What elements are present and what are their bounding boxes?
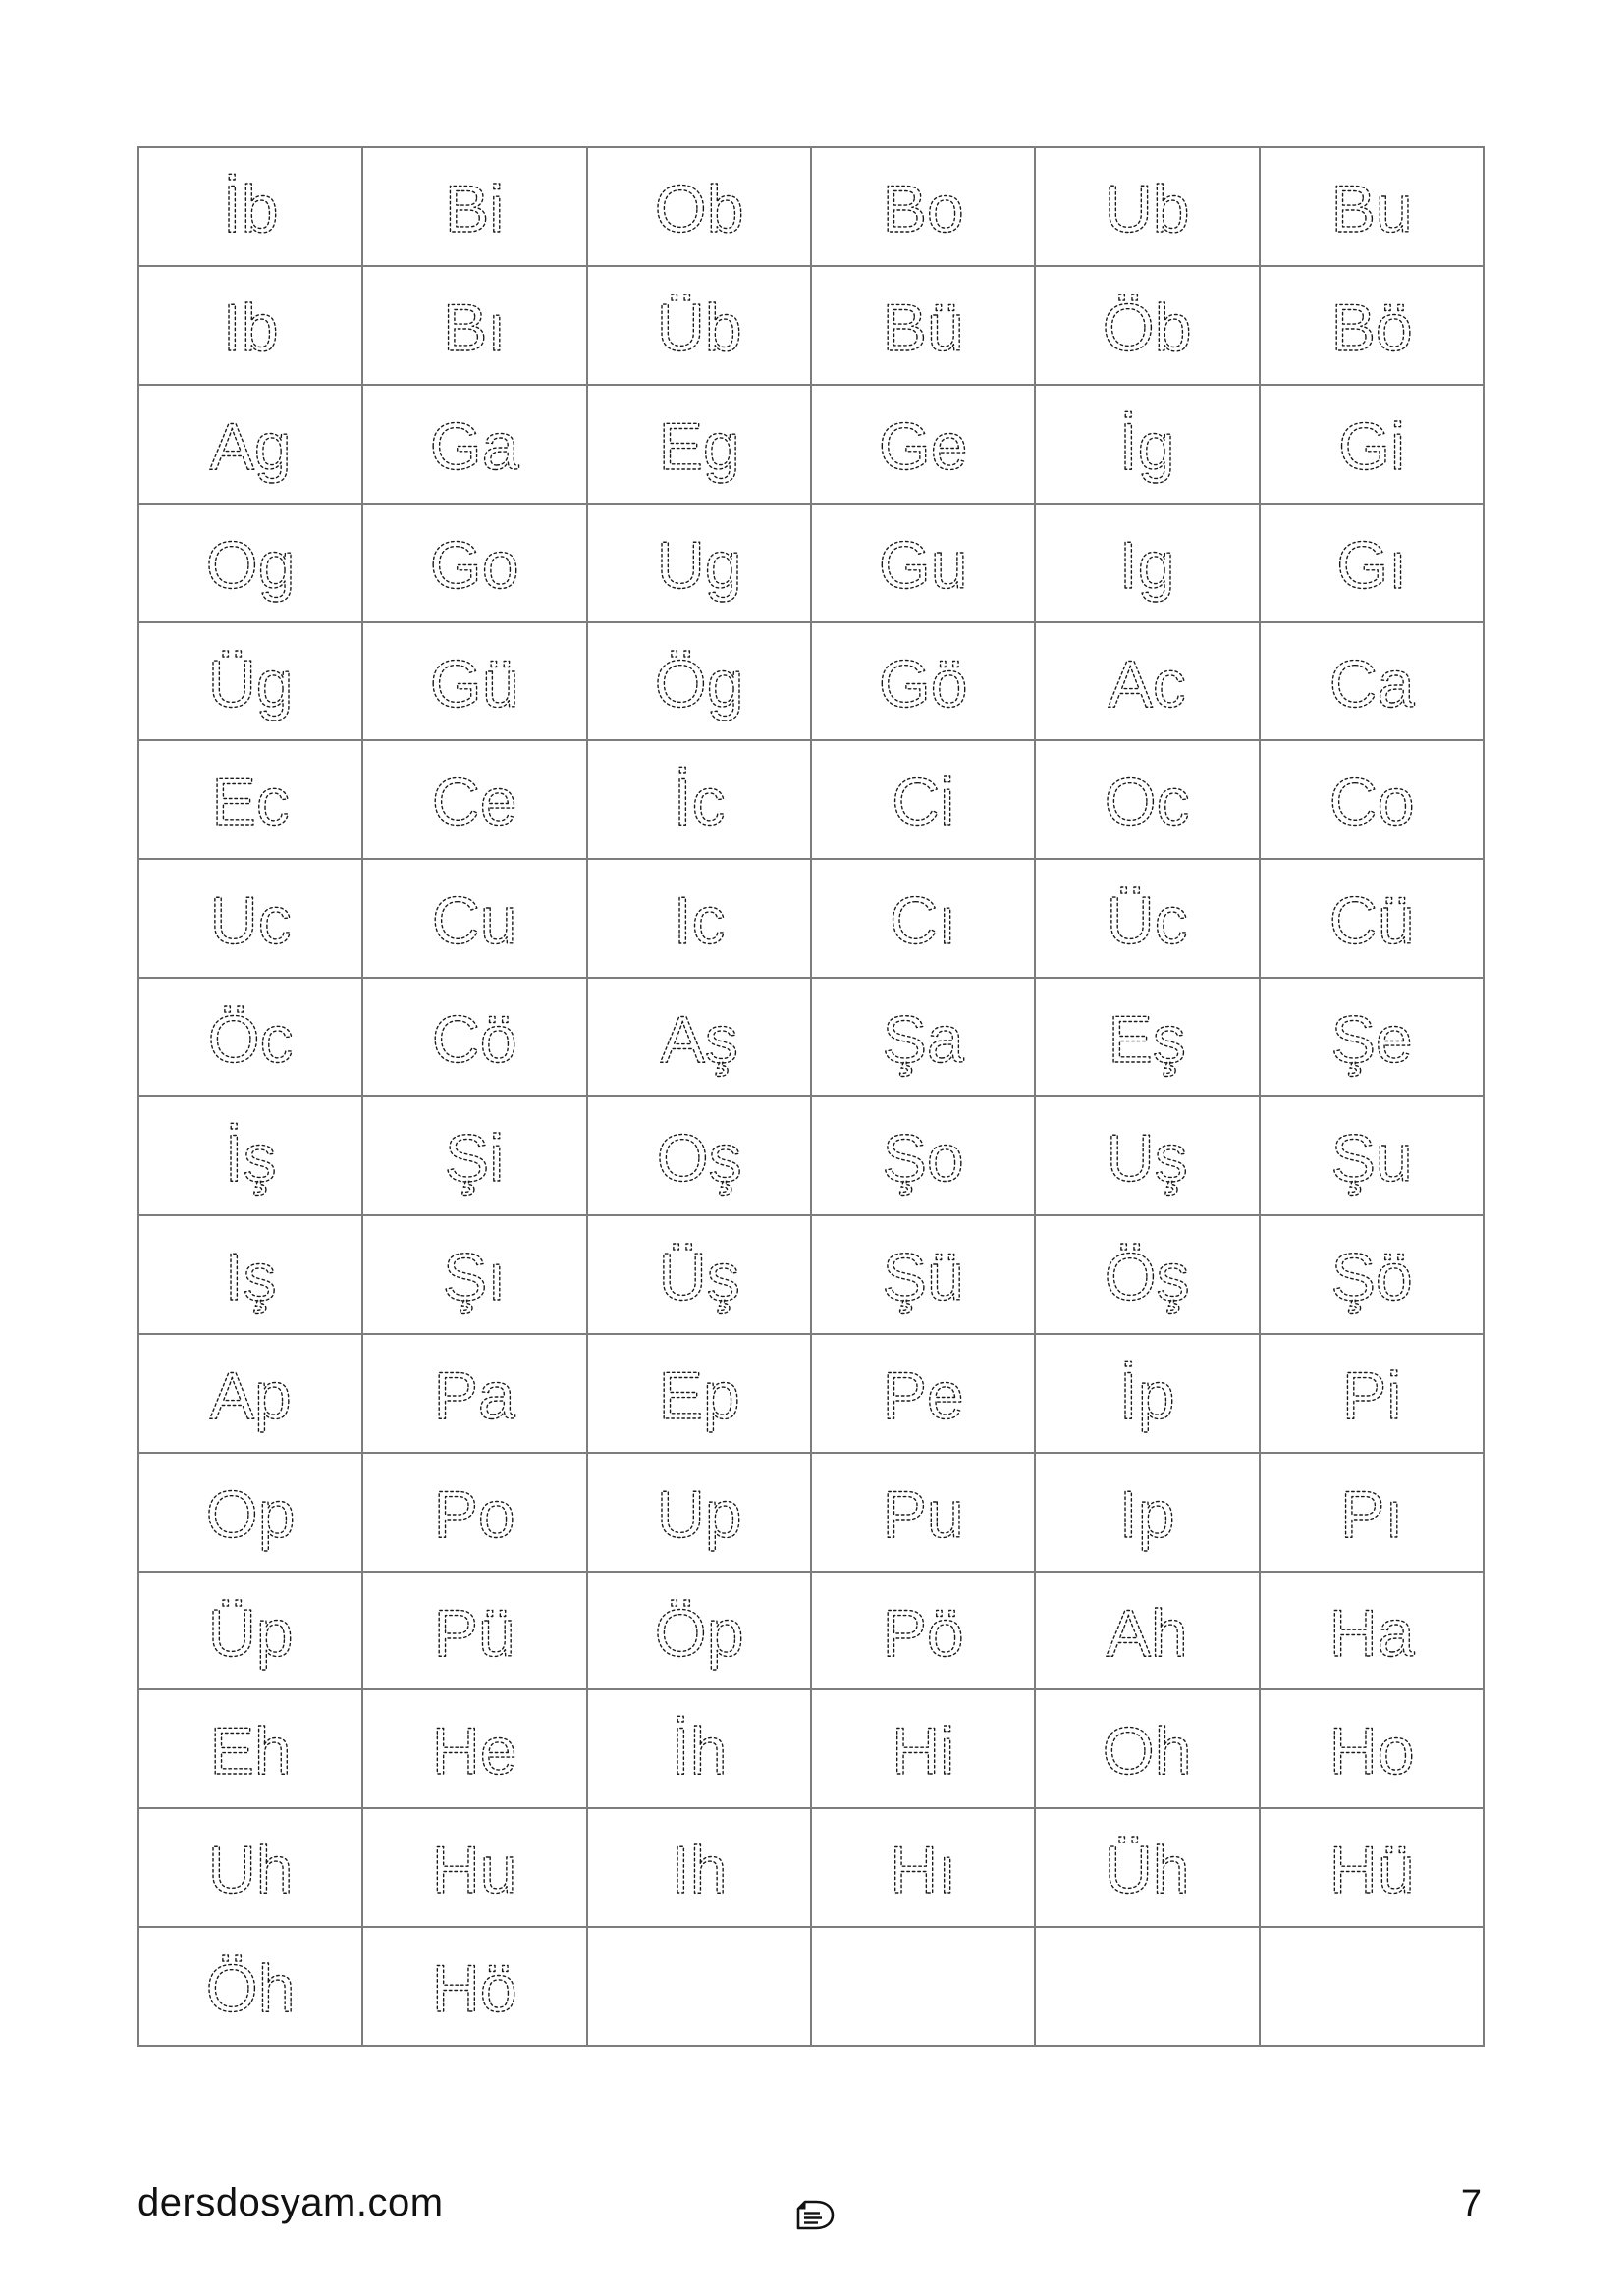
trace-cell — [363, 267, 585, 384]
trace-cell — [363, 741, 585, 858]
trace-letters: Gu — [878, 527, 968, 603]
trace-letters: Ac — [1108, 646, 1187, 721]
trace-cell — [1261, 1097, 1483, 1214]
trace-cell — [588, 623, 810, 740]
trace-letters: İp — [1119, 1358, 1175, 1433]
trace-cell — [1261, 741, 1483, 858]
trace-letters: Up — [656, 1476, 742, 1552]
trace-cell — [812, 505, 1034, 621]
trace-letters: Pu — [882, 1476, 964, 1552]
trace-letters: İb — [222, 171, 279, 246]
trace-letters: Üc — [1106, 883, 1189, 959]
trace-letters: Cö — [432, 1001, 517, 1077]
trace-letters: Üb — [656, 290, 742, 365]
trace-letters: Ih — [671, 1833, 728, 1908]
trace-letters: İş — [224, 1120, 277, 1196]
trace-cell — [812, 1216, 1034, 1333]
trace-letters: Ge — [878, 408, 968, 484]
document-d-logo-icon — [789, 2199, 835, 2231]
trace-cell — [1036, 1097, 1258, 1214]
trace-letters: Şe — [1330, 1001, 1413, 1077]
trace-cell — [139, 148, 361, 265]
trace-cell — [1261, 505, 1483, 621]
trace-letters: Uc — [209, 883, 292, 959]
trace-letters: Pe — [882, 1358, 964, 1433]
trace-letters: Ic — [673, 883, 726, 959]
trace-letters: Ah — [1106, 1595, 1189, 1671]
trace-cell — [588, 860, 810, 977]
trace-cell — [588, 1928, 810, 2045]
trace-cell — [1036, 860, 1258, 977]
trace-letters: Cu — [432, 883, 517, 959]
trace-letters: Ip — [1119, 1476, 1175, 1552]
trace-cell — [588, 1335, 810, 1452]
trace-cell — [363, 1690, 585, 1807]
trace-letters: Hı — [890, 1833, 957, 1908]
trace-letters: Pi — [1341, 1358, 1402, 1433]
trace-letters: Hü — [1328, 1833, 1415, 1908]
trace-cell — [812, 1335, 1034, 1452]
trace-cell — [363, 148, 585, 265]
trace-letters: Cı — [890, 883, 957, 959]
trace-cell — [139, 1928, 361, 2045]
trace-letters: Hu — [432, 1833, 517, 1908]
trace-cell — [1261, 1928, 1483, 2045]
trace-cell — [588, 1690, 810, 1807]
trace-letters: Oş — [656, 1120, 742, 1196]
trace-letters: Ec — [211, 765, 290, 840]
trace-cell — [139, 860, 361, 977]
trace-cell — [1036, 1335, 1258, 1452]
trace-letters: Iş — [224, 1239, 277, 1314]
trace-letters: Üg — [207, 646, 294, 721]
trace-letters: Og — [205, 527, 296, 603]
trace-cell — [812, 623, 1034, 740]
trace-cell — [812, 1809, 1034, 1926]
trace-cell — [139, 1573, 361, 1689]
trace-cell — [588, 148, 810, 265]
trace-letters: Ga — [430, 408, 519, 484]
trace-letters: Şi — [445, 1120, 505, 1196]
trace-letters: Ib — [222, 290, 279, 365]
trace-cell — [588, 1809, 810, 1926]
trace-letters: Gi — [1337, 408, 1405, 484]
trace-letters: Öş — [1105, 1239, 1190, 1314]
trace-letters: Bı — [443, 290, 507, 365]
trace-cell — [588, 386, 810, 503]
trace-letters: İc — [673, 765, 726, 840]
trace-cell — [1036, 1809, 1258, 1926]
trace-letters: Üp — [207, 1595, 294, 1671]
trace-letters: Öc — [207, 1001, 294, 1077]
trace-cell — [588, 1097, 810, 1214]
trace-letters: İh — [671, 1714, 728, 1789]
trace-cell — [1036, 979, 1258, 1095]
trace-letters: Ep — [658, 1358, 740, 1433]
trace-letters: Şo — [882, 1120, 964, 1196]
trace-cell — [812, 267, 1034, 384]
trace-letters: Gö — [878, 646, 968, 721]
trace-cell — [812, 1928, 1034, 2045]
trace-letters: Cü — [1328, 883, 1415, 959]
trace-letters: Po — [433, 1476, 516, 1552]
trace-cell — [363, 623, 585, 740]
trace-letters: Ob — [654, 171, 744, 246]
trace-cell — [1036, 148, 1258, 265]
trace-letters: Ub — [1105, 171, 1190, 246]
trace-cell — [363, 505, 585, 621]
trace-letters: Üş — [658, 1239, 740, 1314]
trace-cell — [812, 148, 1034, 265]
trace-cell — [363, 979, 585, 1095]
trace-cell — [1261, 1454, 1483, 1571]
trace-cell — [1036, 623, 1258, 740]
trace-table — [137, 146, 1485, 2047]
trace-cell — [139, 386, 361, 503]
trace-letters: İg — [1119, 408, 1175, 484]
trace-letters: Pı — [1339, 1476, 1403, 1552]
trace-cell — [812, 741, 1034, 858]
trace-cell — [1261, 1690, 1483, 1807]
trace-cell — [363, 1335, 585, 1452]
trace-cell — [139, 623, 361, 740]
trace-letters: Bö — [1330, 290, 1413, 365]
trace-letters: Ug — [656, 527, 742, 603]
trace-cell — [363, 1097, 585, 1214]
trace-cell — [139, 505, 361, 621]
trace-cell — [1036, 386, 1258, 503]
trace-cell — [1261, 979, 1483, 1095]
trace-cell — [139, 979, 361, 1095]
trace-letters: Öh — [205, 1950, 296, 2026]
trace-cell — [139, 1097, 361, 1214]
trace-letters: Bo — [882, 171, 964, 246]
trace-cell — [588, 267, 810, 384]
trace-letters: Ög — [654, 646, 744, 721]
trace-cell — [1261, 1216, 1483, 1333]
trace-cell — [588, 1216, 810, 1333]
trace-letters: Bi — [445, 171, 505, 246]
trace-letters: Şa — [882, 1001, 964, 1077]
trace-letters: Şı — [443, 1239, 507, 1314]
trace-cell — [1261, 860, 1483, 977]
trace-letters: Eş — [1108, 1001, 1187, 1077]
trace-cell — [1261, 1335, 1483, 1452]
trace-letters: Aş — [660, 1001, 738, 1077]
trace-cell — [363, 860, 585, 977]
trace-letters: Ca — [1328, 646, 1415, 721]
trace-cell — [1261, 148, 1483, 265]
trace-cell — [1261, 623, 1483, 740]
trace-letters: Öp — [654, 1595, 744, 1671]
trace-cell — [812, 979, 1034, 1095]
trace-letters: Üh — [1105, 1833, 1190, 1908]
trace-letters: Şü — [882, 1239, 964, 1314]
trace-cell — [139, 1454, 361, 1571]
trace-cell — [812, 860, 1034, 977]
trace-cell — [363, 1573, 585, 1689]
trace-cell — [363, 1216, 585, 1333]
footer-website-text: dersdosyam.com — [137, 2181, 444, 2224]
trace-letters: Oh — [1103, 1714, 1192, 1789]
trace-letters: Hi — [892, 1714, 955, 1789]
trace-letters: Ho — [1328, 1714, 1415, 1789]
trace-letters: Ag — [209, 408, 292, 484]
trace-letters: Pö — [882, 1595, 964, 1671]
trace-cell — [363, 1928, 585, 2045]
trace-cell — [1036, 1216, 1258, 1333]
trace-letters: Uş — [1106, 1120, 1189, 1196]
trace-cell — [363, 1809, 585, 1926]
trace-cell — [1036, 1928, 1258, 2045]
trace-cell — [363, 1454, 585, 1571]
trace-letters: Ha — [1328, 1595, 1415, 1671]
trace-letters: Gı — [1335, 527, 1407, 603]
trace-cell — [139, 741, 361, 858]
trace-cell — [1036, 1454, 1258, 1571]
trace-letters: Bü — [882, 290, 964, 365]
trace-cell — [812, 1573, 1034, 1689]
trace-cell — [812, 1690, 1034, 1807]
trace-letters: Co — [1328, 765, 1415, 840]
trace-letters: Şö — [1330, 1239, 1413, 1314]
trace-cell — [363, 386, 585, 503]
trace-cell — [1261, 1573, 1483, 1689]
trace-letters: Pa — [433, 1358, 516, 1433]
trace-cell — [139, 1809, 361, 1926]
trace-cell — [1036, 267, 1258, 384]
trace-letters: Ci — [892, 765, 955, 840]
trace-cell — [1036, 1573, 1258, 1689]
trace-cell — [588, 979, 810, 1095]
page-number: 7 — [1460, 2183, 1482, 2224]
trace-cell — [588, 505, 810, 621]
trace-letters: Uh — [207, 1833, 294, 1908]
trace-cell — [1036, 1690, 1258, 1807]
trace-letters: Eh — [209, 1714, 292, 1789]
trace-letters: Bu — [1330, 171, 1413, 246]
trace-cell — [812, 1454, 1034, 1571]
trace-letters: Ce — [432, 765, 517, 840]
trace-cell — [588, 1454, 810, 1571]
trace-cell — [812, 1097, 1034, 1214]
trace-cell — [588, 1573, 810, 1689]
trace-letters: Pü — [433, 1595, 516, 1671]
trace-cell — [1036, 505, 1258, 621]
trace-letters: Oc — [1105, 765, 1190, 840]
trace-cell — [588, 741, 810, 858]
trace-cell — [812, 386, 1034, 503]
trace-letters: Şu — [1330, 1120, 1413, 1196]
trace-letters: Ap — [209, 1358, 292, 1433]
trace-letters: Eg — [658, 408, 740, 484]
trace-cell — [1261, 267, 1483, 384]
trace-cell — [1261, 386, 1483, 503]
trace-letters: Hö — [432, 1950, 517, 2026]
trace-letters: He — [432, 1714, 517, 1789]
trace-letters: Ig — [1119, 527, 1175, 603]
trace-letters: Öb — [1103, 290, 1192, 365]
trace-letters: Gü — [430, 646, 519, 721]
trace-cell — [139, 1335, 361, 1452]
trace-cell — [139, 1690, 361, 1807]
trace-cell — [1261, 1809, 1483, 1926]
trace-cell — [139, 1216, 361, 1333]
trace-cell — [1036, 741, 1258, 858]
trace-letters: Op — [205, 1476, 296, 1552]
trace-letters: Go — [430, 527, 519, 603]
trace-cell — [139, 267, 361, 384]
